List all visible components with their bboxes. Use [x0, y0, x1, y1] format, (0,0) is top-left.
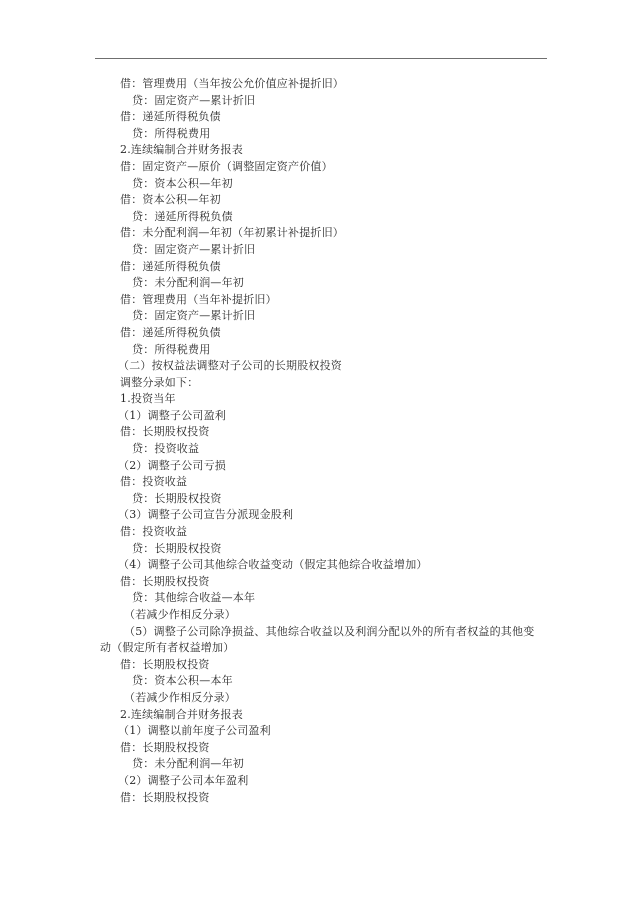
document-body: [0, 76, 640, 806]
document-line: 借：管理费用（当年按公允价值应补提折旧）: [120, 77, 344, 90]
document-line: 贷：固定资产—累计折旧: [132, 242, 256, 256]
document-line: 贷：长期股权投资: [132, 541, 222, 555]
document-line: 借：长期股权投资: [120, 574, 210, 588]
document-line: 借：长期股权投资: [120, 657, 210, 671]
document-line: 贷：固定资产—累计折旧: [132, 309, 256, 323]
document-line: 借：递延所得税负债: [120, 110, 221, 124]
document-line: 贷：未分配利润—年初: [132, 757, 244, 771]
document-line: （若减少作相反分录）: [124, 690, 236, 704]
document-line: 贷：未分配利润—年初: [132, 276, 244, 290]
document-line: 借：投资收益: [120, 525, 188, 539]
document-line: 借：未分配利润—年初（年初累计补提折旧）: [120, 226, 344, 240]
document-line: （二）按权益法调整对子公司的长期股权投资: [118, 359, 342, 373]
document-line: （若减少作相反分录）: [124, 608, 236, 621]
document-line: 借：递延所得税负债: [120, 259, 221, 273]
document-line: 借：管理费用（当年补提折旧）: [120, 292, 277, 306]
document-line: 贷：固定资产—累计折旧: [132, 93, 256, 107]
document-line: 2.连续编制合并财务报表: [120, 143, 243, 157]
document-line: 贷：投资收益: [132, 442, 200, 456]
document-line: 借：长期股权投资: [120, 740, 210, 754]
document-line: （3）调整子公司宣告分派现金股利: [118, 508, 294, 522]
document-line: 贷：所得税费用: [132, 342, 211, 356]
document-line: （4）调整子公司其他综合收益变动（假定其他综合收益增加）: [118, 558, 428, 572]
document-line: （2）调整子公司亏损: [118, 458, 226, 472]
document-line: （2）调整子公司本年盈利: [118, 773, 249, 787]
document-line: 贷：所得税费用: [132, 126, 211, 140]
document-line: 调整分录如下：: [120, 375, 199, 389]
document-line: 贷：长期股权投资: [132, 491, 222, 505]
document-line: 贷：递延所得税负债: [132, 209, 233, 223]
document-line: （5）调整子公司除净损益、其他综合收益以及利润分配以外的所有者权益的其他变动（假定所有者权益增加）: [100, 624, 535, 655]
document-line: 借：长期股权投资: [120, 790, 210, 804]
document-line: 借：资本公积—年初: [120, 193, 221, 207]
header-rule: [95, 58, 547, 59]
document-line: 借：递延所得税负债: [120, 325, 221, 339]
document-line: （1）调整以前年度子公司盈利: [118, 724, 271, 738]
document-line: 1.投资当年: [120, 392, 176, 406]
document-line: 贷：其他综合收益—本年: [132, 591, 256, 605]
document-line: 借：固定资产—原价（调整固定资产价值）: [120, 159, 333, 173]
document-line: 借：投资收益: [120, 475, 188, 489]
document-line: 贷：资本公积—本年: [132, 674, 233, 688]
document-line: 2.连续编制合并财务报表: [120, 707, 243, 721]
document-line: 借：长期股权投资: [120, 425, 210, 439]
document-line: （1）调整子公司盈利: [118, 408, 226, 422]
document-line: 贷：资本公积—年初: [132, 176, 233, 190]
